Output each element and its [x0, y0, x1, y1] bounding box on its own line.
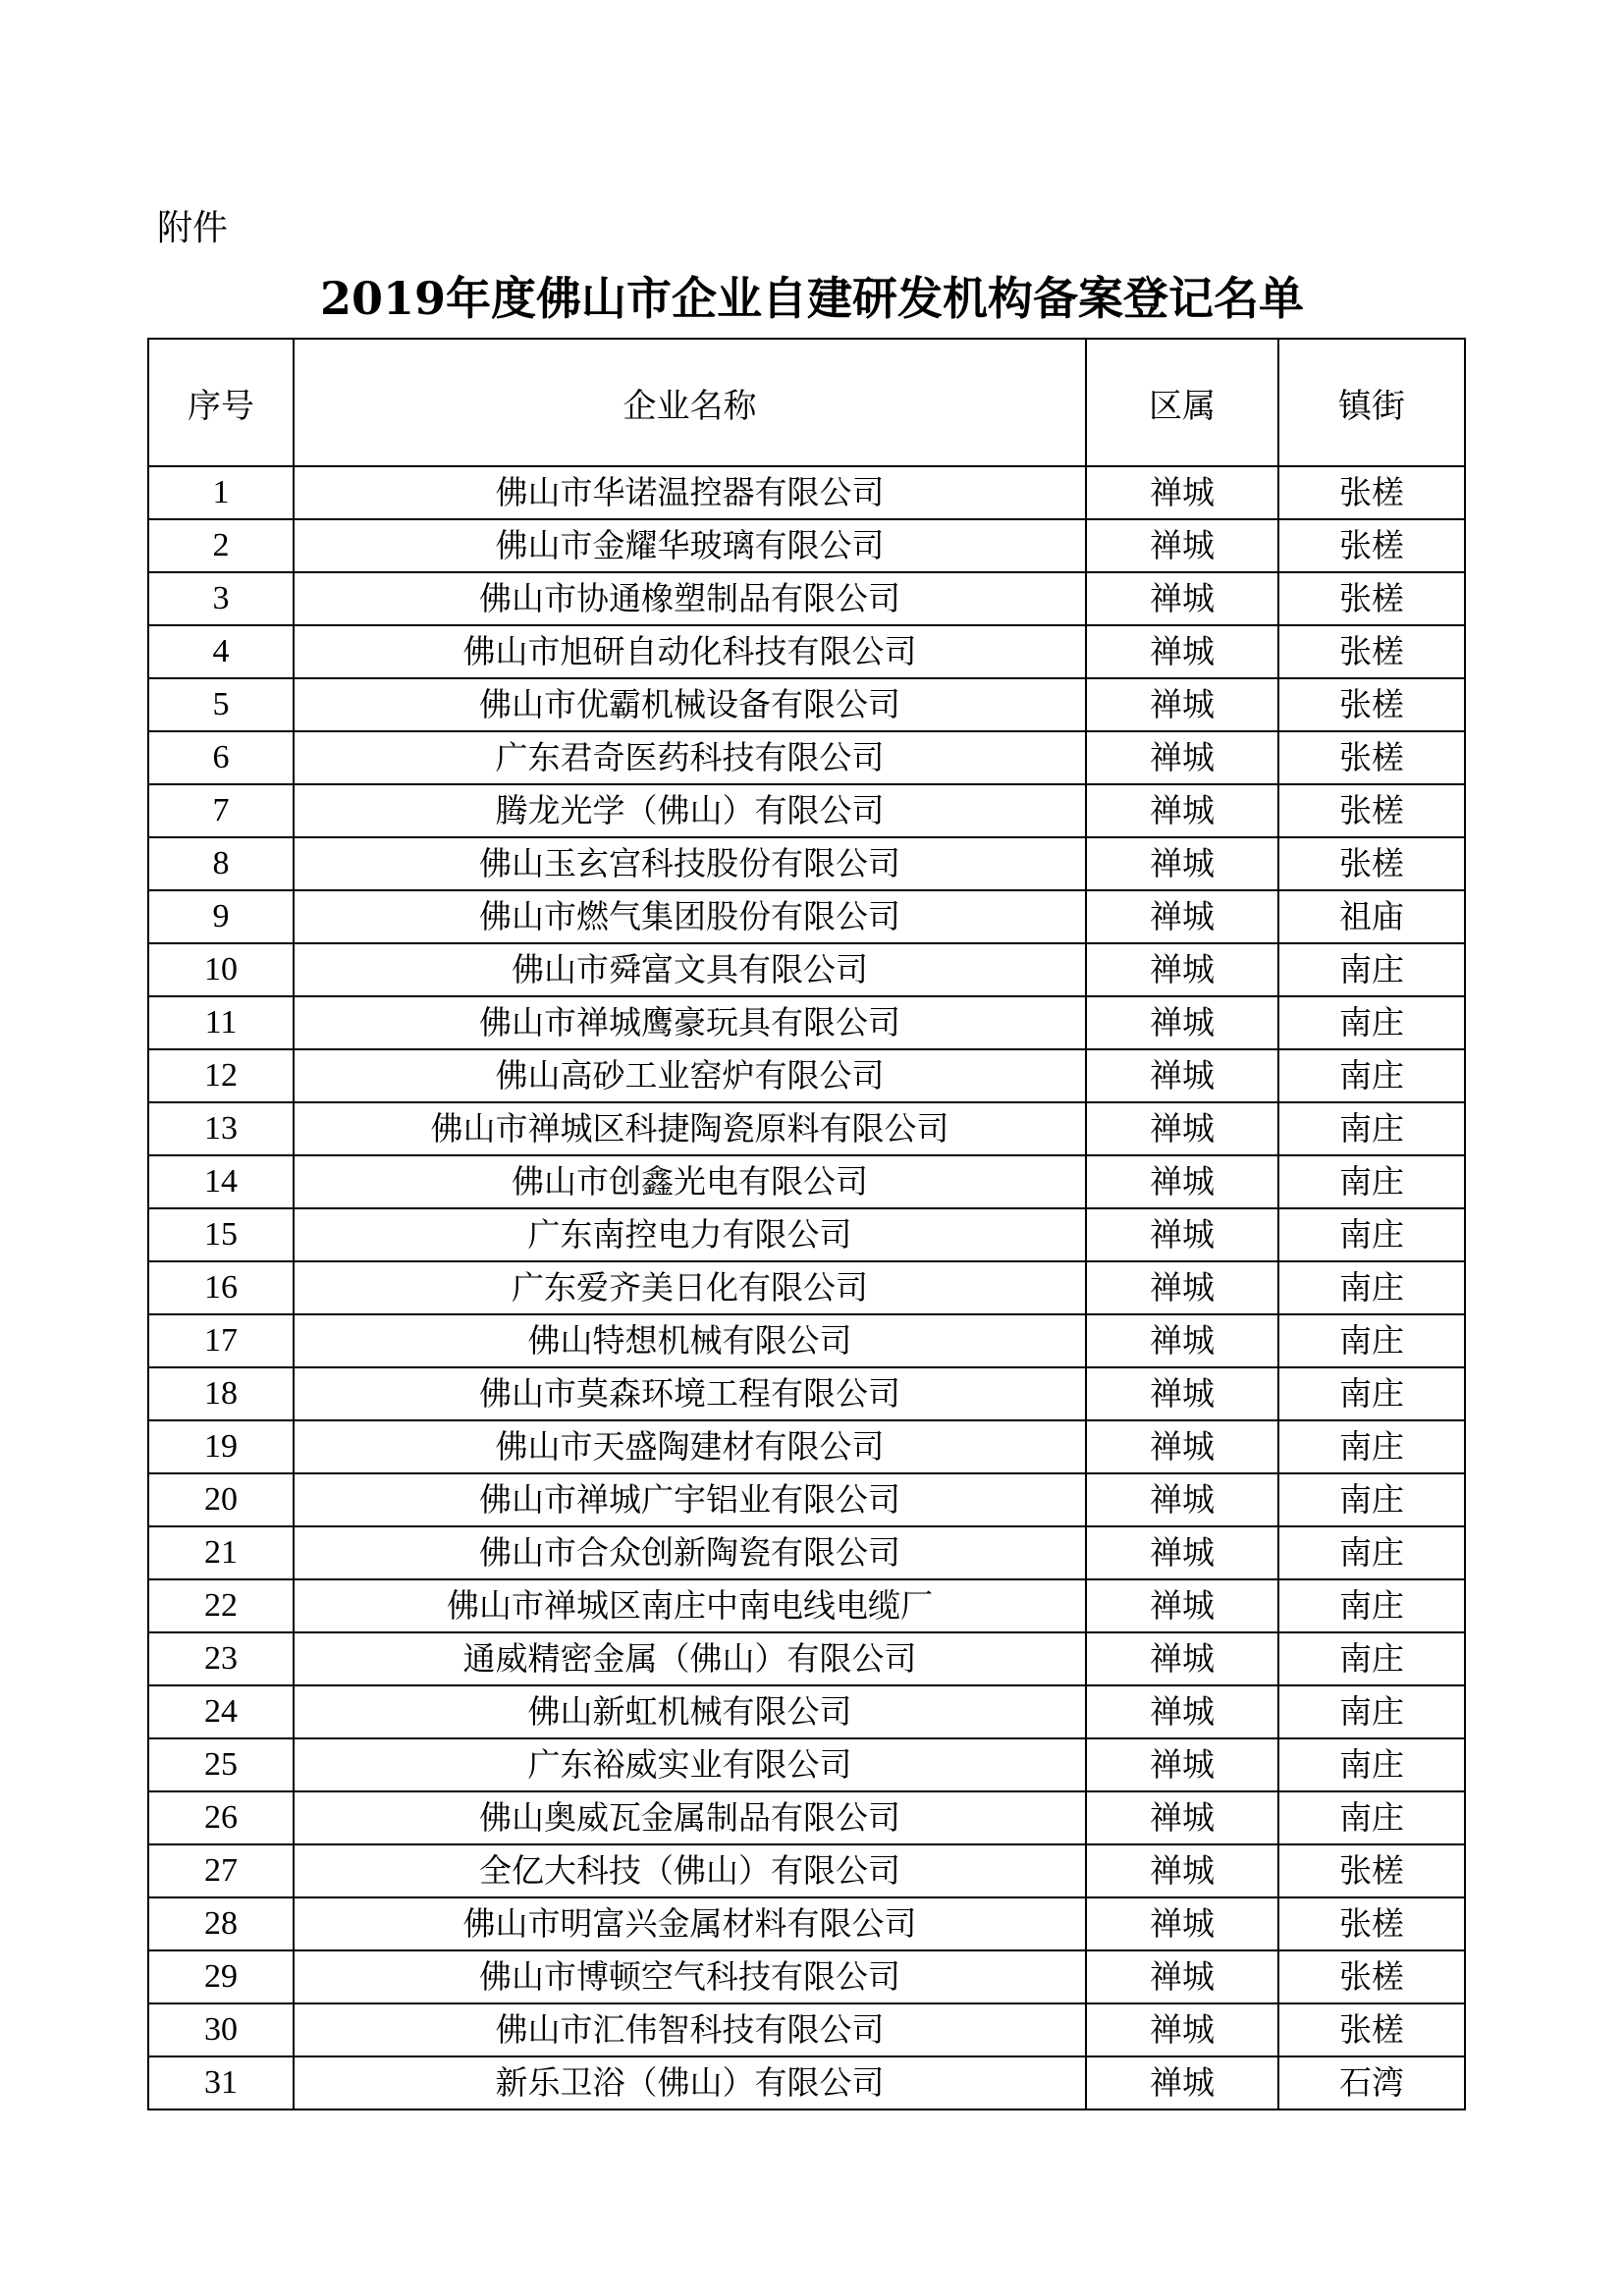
cell-district: 禅城: [1086, 572, 1278, 625]
table-row: [148, 1049, 1465, 1102]
cell-serial-number: 17: [148, 1314, 294, 1367]
cell-company-name: 佛山市禅城区科捷陶瓷原料有限公司: [294, 1102, 1086, 1155]
table-row: [148, 1632, 1465, 1685]
cell-company-name: 佛山市金耀华玻璃有限公司: [294, 519, 1086, 572]
table-row: [148, 1473, 1465, 1526]
cell-town: 张槎: [1278, 2003, 1465, 2056]
table-row: [148, 1844, 1465, 1897]
cell-serial-number: 29: [148, 1950, 294, 2003]
header-company-name: 企业名称: [294, 339, 1086, 466]
cell-district: 禅城: [1086, 1049, 1278, 1102]
cell-district: 禅城: [1086, 2056, 1278, 2109]
cell-company-name: 腾龙光学（佛山）有限公司: [294, 784, 1086, 837]
cell-company-name: 佛山市旭研自动化科技有限公司: [294, 625, 1086, 678]
table-row: [148, 678, 1465, 731]
cell-town: 南庄: [1278, 1208, 1465, 1261]
cell-town: 张槎: [1278, 731, 1465, 784]
table-row: [148, 1261, 1465, 1314]
cell-company-name: 佛山市燃气集团股份有限公司: [294, 890, 1086, 943]
cell-company-name: 佛山奥威瓦金属制品有限公司: [294, 1791, 1086, 1844]
table-row: [148, 1685, 1465, 1738]
cell-district: 禅城: [1086, 1685, 1278, 1738]
cell-district: 禅城: [1086, 837, 1278, 890]
cell-town: 南庄: [1278, 1632, 1465, 1685]
cell-serial-number: 24: [148, 1685, 294, 1738]
cell-town: 南庄: [1278, 943, 1465, 996]
cell-company-name: 佛山新虹机械有限公司: [294, 1685, 1086, 1738]
cell-serial-number: 7: [148, 784, 294, 837]
cell-company-name: 佛山市明富兴金属材料有限公司: [294, 1897, 1086, 1950]
cell-company-name: 佛山市禅城鹰豪玩具有限公司: [294, 996, 1086, 1049]
cell-company-name: 广东南控电力有限公司: [294, 1208, 1086, 1261]
cell-serial-number: 5: [148, 678, 294, 731]
cell-district: 禅城: [1086, 1632, 1278, 1685]
cell-district: 禅城: [1086, 1950, 1278, 2003]
cell-company-name: 广东爱齐美日化有限公司: [294, 1261, 1086, 1314]
cell-serial-number: 11: [148, 996, 294, 1049]
cell-town: 南庄: [1278, 1685, 1465, 1738]
cell-serial-number: 9: [148, 890, 294, 943]
cell-company-name: 佛山市天盛陶建材有限公司: [294, 1420, 1086, 1473]
cell-district: 禅城: [1086, 1738, 1278, 1791]
cell-district: 禅城: [1086, 1314, 1278, 1367]
table-row: [148, 996, 1465, 1049]
cell-district: 禅城: [1086, 1579, 1278, 1632]
cell-district: 禅城: [1086, 1261, 1278, 1314]
cell-company-name: 佛山市华诺温控器有限公司: [294, 466, 1086, 519]
cell-town: 张槎: [1278, 466, 1465, 519]
table-header: [148, 339, 1465, 466]
table-row: [148, 1897, 1465, 1950]
table-row: [148, 731, 1465, 784]
cell-town: 南庄: [1278, 1102, 1465, 1155]
cell-serial-number: 1: [148, 466, 294, 519]
cell-town: 张槎: [1278, 625, 1465, 678]
cell-district: 禅城: [1086, 1155, 1278, 1208]
cell-town: 南庄: [1278, 1155, 1465, 1208]
cell-serial-number: 23: [148, 1632, 294, 1685]
table-row: [148, 1950, 1465, 2003]
table-row: [148, 2056, 1465, 2109]
cell-company-name: 佛山市莫森环境工程有限公司: [294, 1367, 1086, 1420]
cell-district: 禅城: [1086, 1526, 1278, 1579]
table-row: [148, 519, 1465, 572]
cell-serial-number: 27: [148, 1844, 294, 1897]
enterprise-roster-table: [147, 338, 1466, 2110]
table-row: [148, 837, 1465, 890]
cell-company-name: 全亿大科技（佛山）有限公司: [294, 1844, 1086, 1897]
cell-district: 禅城: [1086, 466, 1278, 519]
cell-serial-number: 8: [148, 837, 294, 890]
table-row: [148, 625, 1465, 678]
cell-town: 南庄: [1278, 1473, 1465, 1526]
cell-district: 禅城: [1086, 519, 1278, 572]
table-row: [148, 1738, 1465, 1791]
cell-district: 禅城: [1086, 996, 1278, 1049]
cell-company-name: 佛山市合众创新陶瓷有限公司: [294, 1526, 1086, 1579]
cell-district: 禅城: [1086, 625, 1278, 678]
table-row: [148, 890, 1465, 943]
table-row: [148, 1791, 1465, 1844]
cell-serial-number: 25: [148, 1738, 294, 1791]
cell-town: 南庄: [1278, 1261, 1465, 1314]
table-row: [148, 1420, 1465, 1473]
cell-district: 禅城: [1086, 890, 1278, 943]
cell-company-name: 佛山市博顿空气科技有限公司: [294, 1950, 1086, 2003]
cell-serial-number: 3: [148, 572, 294, 625]
cell-district: 禅城: [1086, 1102, 1278, 1155]
table-row: [148, 1314, 1465, 1367]
cell-serial-number: 20: [148, 1473, 294, 1526]
cell-serial-number: 26: [148, 1791, 294, 1844]
cell-serial-number: 21: [148, 1526, 294, 1579]
cell-serial-number: 31: [148, 2056, 294, 2109]
cell-district: 禅城: [1086, 1473, 1278, 1526]
cell-district: 禅城: [1086, 1791, 1278, 1844]
cell-serial-number: 22: [148, 1579, 294, 1632]
table-row: [148, 943, 1465, 996]
cell-company-name: 广东君奇医药科技有限公司: [294, 731, 1086, 784]
cell-company-name: 佛山特想机械有限公司: [294, 1314, 1086, 1367]
table-row: [148, 1579, 1465, 1632]
cell-town: 张槎: [1278, 837, 1465, 890]
cell-town: 张槎: [1278, 784, 1465, 837]
cell-serial-number: 15: [148, 1208, 294, 1261]
header-serial-number: 序号: [148, 339, 294, 466]
cell-company-name: 通威精密金属（佛山）有限公司: [294, 1632, 1086, 1685]
cell-town: 祖庙: [1278, 890, 1465, 943]
header-row: [148, 339, 1465, 466]
cell-town: 张槎: [1278, 519, 1465, 572]
cell-town: 南庄: [1278, 1367, 1465, 1420]
table-body: [148, 466, 1465, 2109]
cell-district: 禅城: [1086, 1420, 1278, 1473]
cell-company-name: 佛山市禅城广宇铝业有限公司: [294, 1473, 1086, 1526]
cell-district: 禅城: [1086, 1844, 1278, 1897]
table-row: [148, 1367, 1465, 1420]
cell-company-name: 佛山市舜富文具有限公司: [294, 943, 1086, 996]
cell-serial-number: 4: [148, 625, 294, 678]
cell-district: 禅城: [1086, 1367, 1278, 1420]
cell-district: 禅城: [1086, 731, 1278, 784]
cell-serial-number: 2: [148, 519, 294, 572]
table-row: [148, 784, 1465, 837]
table-row: [148, 466, 1465, 519]
attachment-label: 附件: [157, 208, 229, 248]
cell-serial-number: 18: [148, 1367, 294, 1420]
cell-serial-number: 13: [148, 1102, 294, 1155]
cell-town: 南庄: [1278, 1420, 1465, 1473]
cell-company-name: 佛山市汇伟智科技有限公司: [294, 2003, 1086, 2056]
cell-town: 南庄: [1278, 1579, 1465, 1632]
header-district: 区属: [1086, 339, 1278, 466]
cell-serial-number: 16: [148, 1261, 294, 1314]
cell-district: 禅城: [1086, 2003, 1278, 2056]
document-title: 2019年度佛山市企业自建研发机构备案登记名单: [319, 272, 1305, 325]
cell-serial-number: 30: [148, 2003, 294, 2056]
cell-company-name: 佛山市优霸机械设备有限公司: [294, 678, 1086, 731]
cell-town: 南庄: [1278, 1526, 1465, 1579]
table-row: [148, 1102, 1465, 1155]
cell-company-name: 佛山市协通橡塑制品有限公司: [294, 572, 1086, 625]
cell-town: 张槎: [1278, 572, 1465, 625]
cell-serial-number: 19: [148, 1420, 294, 1473]
cell-town: 南庄: [1278, 1791, 1465, 1844]
table-row: [148, 1208, 1465, 1261]
cell-serial-number: 6: [148, 731, 294, 784]
cell-town: 南庄: [1278, 1738, 1465, 1791]
cell-serial-number: 14: [148, 1155, 294, 1208]
cell-town: 南庄: [1278, 996, 1465, 1049]
cell-town: 张槎: [1278, 1844, 1465, 1897]
cell-town: 南庄: [1278, 1049, 1465, 1102]
table-row: [148, 1526, 1465, 1579]
cell-serial-number: 10: [148, 943, 294, 996]
cell-company-name: 广东裕威实业有限公司: [294, 1738, 1086, 1791]
cell-district: 禅城: [1086, 784, 1278, 837]
table-row: [148, 2003, 1465, 2056]
table-row: [148, 1155, 1465, 1208]
cell-serial-number: 12: [148, 1049, 294, 1102]
cell-serial-number: 28: [148, 1897, 294, 1950]
cell-town: 石湾: [1278, 2056, 1465, 2109]
cell-district: 禅城: [1086, 1208, 1278, 1261]
cell-company-name: 佛山玉玄宫科技股份有限公司: [294, 837, 1086, 890]
cell-town: 张槎: [1278, 1950, 1465, 2003]
cell-town: 张槎: [1278, 678, 1465, 731]
cell-town: 南庄: [1278, 1314, 1465, 1367]
cell-company-name: 佛山市创鑫光电有限公司: [294, 1155, 1086, 1208]
table-row: [148, 572, 1465, 625]
cell-district: 禅城: [1086, 943, 1278, 996]
cell-district: 禅城: [1086, 678, 1278, 731]
header-town: 镇街: [1278, 339, 1465, 466]
cell-district: 禅城: [1086, 1897, 1278, 1950]
cell-company-name: 新乐卫浴（佛山）有限公司: [294, 2056, 1086, 2109]
cell-company-name: 佛山市禅城区南庄中南电线电缆厂: [294, 1579, 1086, 1632]
cell-town: 张槎: [1278, 1897, 1465, 1950]
cell-company-name: 佛山高砂工业窑炉有限公司: [294, 1049, 1086, 1102]
